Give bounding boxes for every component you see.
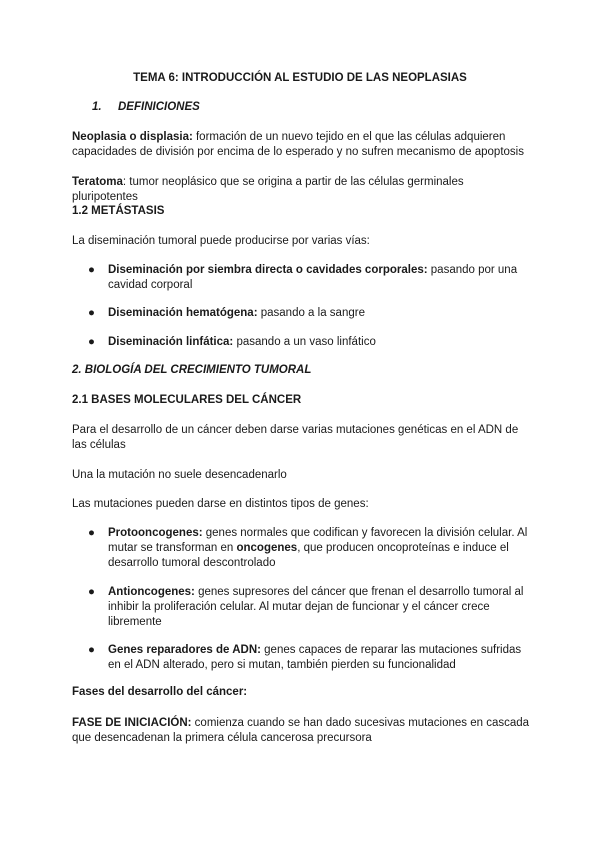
bullet-marker: ●: [88, 527, 95, 539]
neoplasia-definition: [72, 130, 532, 160]
teratoma-text: : tumor neoplásico que se origina a partir de las células germinales pluripotentes: [72, 176, 464, 203]
via-term: Diseminación linfática:: [108, 336, 234, 348]
bullet-marker: ●: [88, 264, 95, 276]
section-2-1-heading: 2.1 BASES MOLECULARES DEL CÁNCER: [72, 394, 302, 406]
teratoma-term: Teratoma: [72, 176, 123, 188]
gene-text-continued: , que producen oncoproteínas e induce el desarrollo tumoral descontrolado: [108, 542, 509, 569]
fase-iniciacion: [72, 716, 532, 746]
teratoma-definition: [72, 175, 532, 205]
bullet-marker: ●: [88, 644, 95, 656]
list-item: [108, 585, 528, 630]
via-text: pasando a la sangre: [257, 307, 365, 319]
via-term: Diseminación por siembra directa o cavidades corporales:: [108, 264, 428, 276]
section-1-label: DEFINICIONES: [118, 101, 200, 113]
gene-term: Antioncogenes:: [108, 586, 195, 598]
list-item: [108, 263, 528, 293]
fase-iniciacion-text: comienza cuando se han dado sucesivas mutaciones en cascada que desencadenan la primera célula cancerosa precursora: [72, 717, 530, 744]
document-title: TEMA 6: INTRODUCCIÓN AL ESTUDIO DE LAS NEOPLASIAS: [133, 72, 467, 84]
oncogenes-term: oncogenes: [236, 542, 298, 554]
via-term: Diseminación hematógena:: [108, 307, 258, 319]
list-item: [108, 643, 528, 673]
bullet-marker: ●: [88, 336, 95, 348]
list-item: [108, 335, 528, 350]
paragraph-una-mutacion: Una la mutación no suele desencadenarlo: [72, 469, 287, 481]
section-2-heading: 2. BIOLOGÍA DEL CRECIMIENTO TUMORAL: [72, 364, 312, 376]
neoplasia-term: Neoplasia o displasia:: [72, 131, 193, 143]
list-item: [108, 306, 528, 321]
list-item: [108, 526, 528, 571]
paragraph-tipos-genes: Las mutaciones pueden darse en distintos tipos de genes:: [72, 498, 369, 510]
gene-text: genes capaces de reparar las mutaciones sufridas en el ADN alterado, pero si mutan, también pierden su funcionalidad: [108, 644, 522, 671]
fase-iniciacion-term: FASE DE INICIACIÓN:: [72, 717, 192, 729]
section-1-2-heading: 1.2 METÁSTASIS: [72, 205, 165, 217]
fases-heading: Fases del desarrollo del cáncer:: [72, 686, 248, 698]
gene-text: genes normales que codifican y favorecen la división celular. Al mutar se transforman en: [108, 527, 528, 554]
via-text: pasando por una cavidad corporal: [108, 264, 518, 291]
section-1-heading: [92, 101, 200, 113]
gene-term: Protooncogenes:: [108, 527, 203, 539]
gene-text: genes supresores del cáncer que frenan el desarrollo tumoral al inhibir la proliferación celular. Al mutar dejan de funcionar y el cáncer crece libremente: [108, 586, 524, 628]
neoplasia-text: formación de un nuevo tejido en el que las células adquieren capacidades de división por encima de lo esperado y no sufren mecanismo de apoptosis: [72, 131, 524, 158]
gene-term: Genes reparadores de ADN:: [108, 644, 261, 656]
bullet-marker: ●: [88, 307, 95, 319]
paragraph-desarrollo: Para el desarrollo de un cáncer deben darse varias mutaciones genéticas en el ADN de las células: [72, 424, 519, 451]
diseminacion-intro: La diseminación tumoral puede producirse por varias vías:: [72, 235, 370, 247]
via-text: pasando a un vaso linfático: [233, 336, 376, 348]
section-1-number: 1.: [92, 101, 102, 113]
bullet-marker: ●: [88, 586, 95, 598]
